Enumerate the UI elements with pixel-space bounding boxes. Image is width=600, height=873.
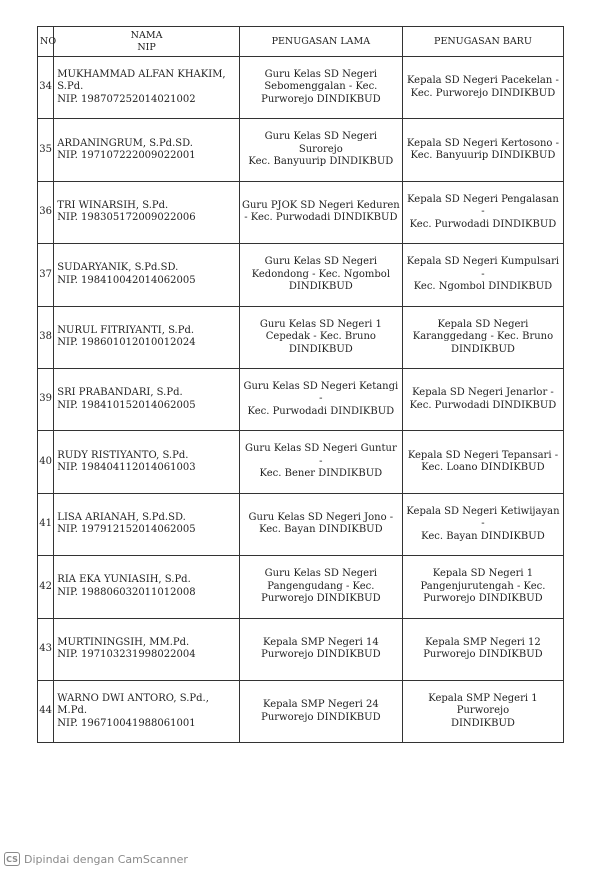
header-nama-nip xyxy=(54,27,240,57)
previous-assignment-line: Kec. Purwodadi DINDIKBUD xyxy=(247,405,395,417)
table-header xyxy=(38,27,564,57)
employee-nip: NIP. 197107222009022001 xyxy=(57,150,196,162)
employee-name-line: TRI WINARSIH, S.Pd. xyxy=(57,199,169,211)
previous-assignment-line: Guru Kelas SD Negeri xyxy=(264,68,378,80)
previous-assignment-line: DINDIKBUD xyxy=(288,343,353,355)
employee-name-line: NURUL FITRIYANTI, S.Pd. xyxy=(57,324,195,336)
previous-assignment-line: Guru Kelas SD Negeri Surorejo xyxy=(264,131,378,155)
previous-assignment-cell xyxy=(239,618,402,680)
table-row xyxy=(38,680,564,742)
row-number: 34 xyxy=(38,57,54,119)
previous-assignment-cell xyxy=(239,181,402,243)
employee-cell xyxy=(54,556,240,618)
row-number: 36 xyxy=(38,181,54,243)
employee-nip: NIP. 198410042014062005 xyxy=(57,274,196,286)
employee-cell xyxy=(54,119,240,181)
camscanner-logo-icon: CS xyxy=(4,852,20,866)
new-assignment-line: Kec. Loano DINDIKBUD xyxy=(421,462,545,474)
employee-name-line: S.Pd. xyxy=(57,81,84,93)
new-assignment-line: Purworejo DINDIKBUD xyxy=(423,593,543,605)
previous-assignment-line: Purworejo DINDIKBUD xyxy=(261,649,381,661)
table-row xyxy=(38,57,564,119)
new-assignment-line: Purworejo DINDIKBUD xyxy=(423,649,543,661)
employee-cell xyxy=(54,306,240,368)
new-assignment-line: Kepala SMP Negeri 12 xyxy=(425,636,541,648)
new-assignment-cell xyxy=(402,244,563,306)
previous-assignment-line: Kepala SMP Negeri 14 xyxy=(263,636,379,648)
new-assignment-cell xyxy=(402,431,563,493)
table-row xyxy=(38,493,564,555)
new-assignment-cell xyxy=(402,680,563,742)
employee-nip: NIP. 197103231998022004 xyxy=(57,649,196,661)
employee-name-line: WARNO DWI ANTORO, S.Pd., M.Pd. xyxy=(57,692,209,717)
watermark-text: Dipindai dengan CamScanner xyxy=(24,852,188,866)
table-row xyxy=(38,556,564,618)
employee-nip: NIP. 198410152014062005 xyxy=(57,399,196,411)
row-number: 44 xyxy=(38,680,54,742)
previous-assignment-line: Guru Kelas SD Negeri Guntur - xyxy=(245,443,397,467)
employee-nip: NIP. 198404112014061003 xyxy=(57,462,196,474)
previous-assignment-line: Guru Kelas SD Negeri Ketangi - xyxy=(243,380,399,405)
new-assignment-cell xyxy=(402,181,563,243)
employee-name-line: SUDARYANIK, S.Pd.SD. xyxy=(57,262,179,274)
employee-name-line: MURTININGSIH, MM.Pd. xyxy=(57,636,190,648)
previous-assignment-line: Kec. Bener DINDIKBUD xyxy=(259,468,383,480)
row-number: 39 xyxy=(38,368,54,430)
new-assignment-line: DINDIKBUD xyxy=(450,343,515,355)
new-assignment-line: Kepala SD Negeri Kertosono - xyxy=(406,137,560,149)
new-assignment-line: DINDIKBUD xyxy=(450,717,515,729)
new-assignment-cell xyxy=(402,57,563,119)
employee-name-line: LISA ARIANAH, S.Pd.SD. xyxy=(57,511,186,523)
table-row xyxy=(38,306,564,368)
header-nama: NAMA xyxy=(130,30,163,41)
previous-assignment-cell xyxy=(239,57,402,119)
previous-assignment-line: Purworejo DINDIKBUD xyxy=(261,93,381,105)
previous-assignment-cell xyxy=(239,368,402,430)
new-assignment-line: Kec. Purworejo DINDIKBUD xyxy=(410,87,556,99)
new-assignment-line: Kepala SD Negeri Tepansari - xyxy=(407,449,559,461)
employee-name-line: RIA EKA YUNIASIH, S.Pd. xyxy=(57,574,191,586)
employee-cell xyxy=(54,244,240,306)
previous-assignment-line: Guru Kelas SD Negeri 1 xyxy=(259,318,382,330)
new-assignment-line: Kec. Banyuurip DINDIKBUD xyxy=(410,150,556,162)
new-assignment-line: Kepala SD Negeri xyxy=(437,318,529,330)
previous-assignment-line: Kedondong - Kec. Ngombol xyxy=(251,268,391,280)
previous-assignment-line: Kec. Bayan DINDIKBUD xyxy=(259,524,383,536)
previous-assignment-cell xyxy=(239,556,402,618)
previous-assignment-line: Cepedak - Kec. Bruno xyxy=(265,331,376,342)
new-assignment-line: Kec. Ngombol DINDIKBUD xyxy=(413,281,553,293)
row-number: 37 xyxy=(38,244,54,306)
table-row xyxy=(38,181,564,243)
table-row xyxy=(38,244,564,306)
row-number: 41 xyxy=(38,493,54,555)
row-number: 43 xyxy=(38,618,54,680)
table-row xyxy=(38,431,564,493)
new-assignment-line: Kepala SMP Negeri 1 Purworejo xyxy=(428,692,538,717)
employee-name-line: ARDANINGRUM, S.Pd.SD. xyxy=(57,137,193,149)
new-assignment-line: Kepala SD Negeri Pengalasan - xyxy=(407,193,559,218)
new-assignment-cell xyxy=(402,119,563,181)
header-nip: NIP xyxy=(137,41,156,53)
employee-nip: NIP. 196710041988061001 xyxy=(57,717,196,729)
new-assignment-cell xyxy=(402,368,563,430)
new-assignment-line: Karanggedang - Kec. Bruno xyxy=(412,331,554,342)
previous-assignment-line: Guru Kelas SD Negeri Jono - xyxy=(248,511,394,523)
previous-assignment-line: Purworejo DINDIKBUD xyxy=(261,593,381,605)
new-assignment-line: Kepala SD Negeri Ketiwijayan - xyxy=(406,505,560,530)
employee-name-line: MUKHAMMAD ALFAN KHAKIM, xyxy=(57,68,226,80)
previous-assignment-line: Guru PJOK SD Negeri Keduren xyxy=(242,199,400,211)
previous-assignment-cell xyxy=(239,680,402,742)
row-number: 35 xyxy=(38,119,54,181)
employee-cell xyxy=(54,57,240,119)
previous-assignment-line: Pangengudang - Kec. xyxy=(267,580,375,592)
new-assignment-line: Kec. Purwodadi DINDIKBUD xyxy=(409,399,557,411)
new-assignment-cell xyxy=(402,306,563,368)
previous-assignment-line: Sebomenggalan - Kec. xyxy=(264,81,378,93)
new-assignment-line: Kepala SD Negeri Jenarlor - xyxy=(412,387,554,399)
employee-cell xyxy=(54,181,240,243)
new-assignment-line: Kec. Purwodadi DINDIKBUD xyxy=(409,218,557,230)
previous-assignment-cell xyxy=(239,119,402,181)
header-penugasan-baru: PENUGASAN BARU xyxy=(402,27,563,57)
table-row xyxy=(38,119,564,181)
employee-cell xyxy=(54,431,240,493)
new-assignment-line: Kec. Bayan DINDIKBUD xyxy=(421,530,545,542)
previous-assignment-cell xyxy=(239,431,402,493)
previous-assignment-line: - Kec. Purwodadi DINDIKBUD xyxy=(244,212,398,224)
previous-assignment-line: Kec. Banyuurip DINDIKBUD xyxy=(248,156,394,168)
row-number: 38 xyxy=(38,306,54,368)
table-body xyxy=(38,57,564,743)
row-number: 40 xyxy=(38,431,54,493)
previous-assignment-cell xyxy=(239,244,402,306)
employee-name-line: RUDY RISTIYANTO, S.Pd. xyxy=(57,449,189,461)
employee-nip: NIP. 198305172009022006 xyxy=(57,212,196,224)
employee-cell xyxy=(54,618,240,680)
previous-assignment-line: Kepala SMP Negeri 24 xyxy=(263,699,379,711)
new-assignment-line: Pangenjurutengah - Kec. xyxy=(420,580,546,592)
table-row xyxy=(38,368,564,430)
previous-assignment-cell xyxy=(239,493,402,555)
header-penugasan-lama: PENUGASAN LAMA xyxy=(239,27,402,57)
scanner-watermark xyxy=(4,852,188,866)
table-row xyxy=(38,618,564,680)
new-assignment-cell xyxy=(402,618,563,680)
previous-assignment-line: Guru Kelas SD Negeri xyxy=(264,256,378,268)
row-number: 42 xyxy=(38,556,54,618)
header-no: NO xyxy=(38,27,54,57)
header-row xyxy=(38,27,564,57)
previous-assignment-line: DINDIKBUD xyxy=(288,281,353,293)
employee-nip: NIP. 198707252014021002 xyxy=(57,93,196,105)
new-assignment-cell xyxy=(402,493,563,555)
employee-nip: NIP. 198806032011012008 xyxy=(57,586,196,598)
employee-nip: NIP. 197912152014062005 xyxy=(57,524,196,536)
employee-name-line: SRI PRABANDARI, S.Pd. xyxy=(57,387,183,399)
previous-assignment-line: Guru Kelas SD Negeri xyxy=(264,568,378,580)
new-assignment-line: Kepala SD Negeri Pacekelan - xyxy=(406,75,559,87)
employee-nip: NIP. 198601012010012024 xyxy=(57,337,196,349)
new-assignment-cell xyxy=(402,556,563,618)
assignment-table xyxy=(37,26,564,743)
previous-assignment-cell xyxy=(239,306,402,368)
previous-assignment-line: Purworejo DINDIKBUD xyxy=(261,711,381,723)
new-assignment-line: Kepala SD Negeri Kumpulsari - xyxy=(406,256,560,280)
employee-cell xyxy=(54,680,240,742)
employee-cell xyxy=(54,493,240,555)
employee-cell xyxy=(54,368,240,430)
new-assignment-line: Kepala SD Negeri 1 xyxy=(432,568,534,580)
